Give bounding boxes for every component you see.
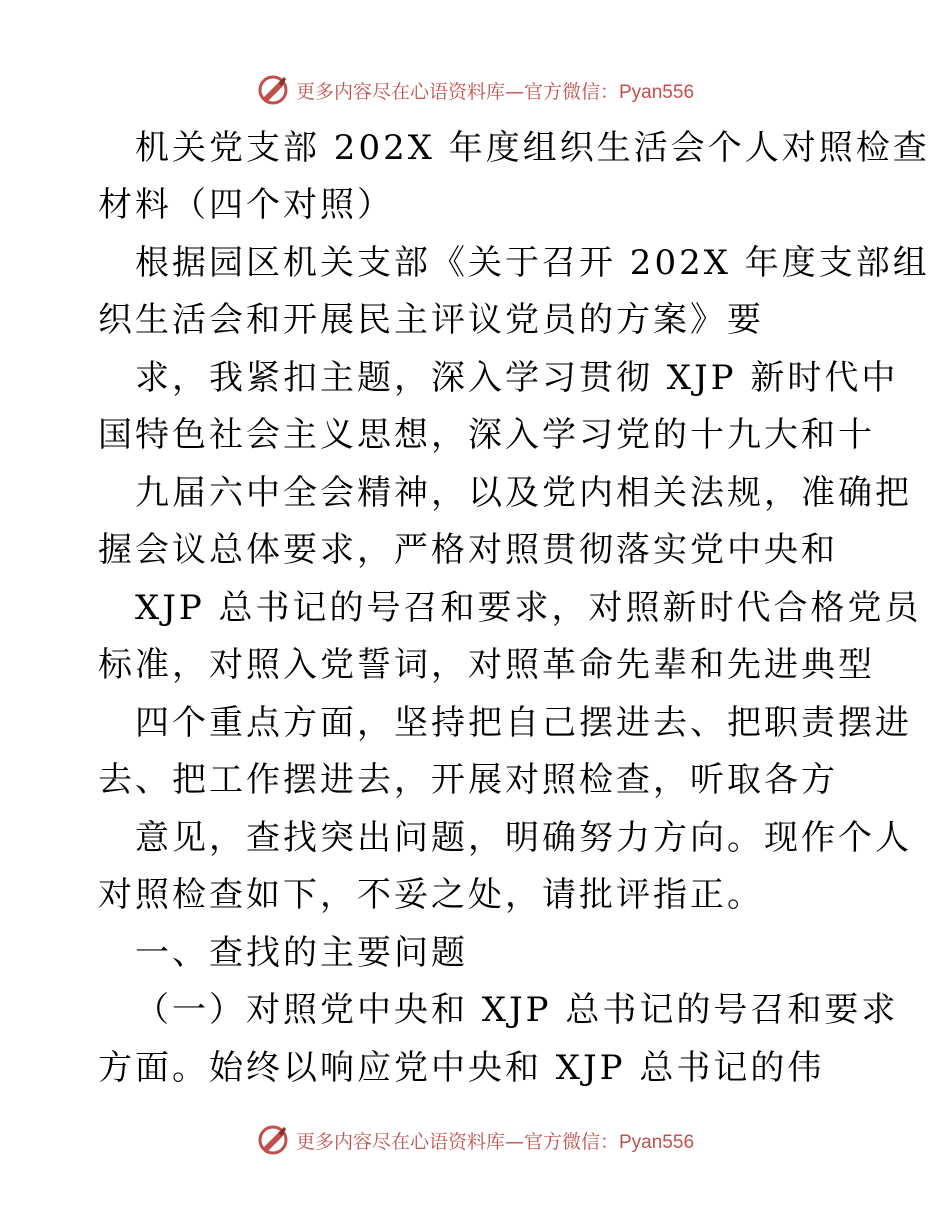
watermark-text [296, 77, 694, 104]
watermark-main: 更多内容尽在心语资料库 [295, 80, 505, 103]
doc-text-line: 去、把工作摆进去，开展对照检查，听取各方 [98, 760, 838, 800]
subsection-heading: （一）对照党中央和 XJP 总书记的号召和要求 [135, 990, 899, 1030]
doc-text-line: 求，我紧扣主题，深入学习贯彻 XJP 新时代中 [135, 358, 899, 398]
watermark-wechat-id: Pyan556 [619, 1131, 695, 1153]
doc-text-line: 意见，查找突出问题，明确努力方向。现作个人 [135, 818, 912, 858]
pen-logo-icon [256, 1123, 290, 1157]
watermark-tail: 官方微信： [523, 1130, 619, 1153]
section-heading: 一、查找的主要问题 [135, 933, 468, 973]
doc-text-line: XJP 总书记的号召和要求，对照新时代合格党员 [135, 588, 922, 628]
doc-title-line-2: 材料（四个对照） [98, 185, 394, 225]
doc-text-line: 国特色社会主义思想，深入学习党的十九大和十 [98, 415, 875, 455]
watermark-wechat-id: Pyan556 [619, 81, 695, 103]
watermark-text [296, 1127, 694, 1154]
doc-text-line: 九届六中全会精神，以及党内相关法规，准确把 [135, 473, 912, 513]
doc-text-line: 标准，对照入党誓词，对照革命先辈和先进典型 [98, 645, 875, 685]
watermark-tail: 官方微信： [523, 80, 619, 103]
doc-title-line-1: 机关党支部 202X 年度组织生活会个人对照检查 [135, 128, 930, 168]
doc-text-line: 对照检查如下，不妥之处，请批评指正。 [98, 875, 764, 915]
doc-text-line: 握会议总体要求，严格对照贯彻落实党中央和 [98, 530, 838, 570]
watermark-main: 更多内容尽在心语资料库 [295, 1130, 505, 1153]
pen-logo-icon [256, 73, 290, 107]
doc-text-line: 方面。始终以响应党中央和 XJP 总书记的伟 [98, 1048, 825, 1088]
doc-text-line: 四个重点方面，坚持把自己摆进去、把职责摆进 [135, 703, 912, 743]
header-watermark [0, 72, 950, 108]
watermark-separator: — [504, 1130, 524, 1153]
doc-text-line: 织生活会和开展民主评议党员的方案》要 [98, 300, 764, 340]
footer-watermark [0, 1122, 950, 1158]
doc-text-line: 根据园区机关支部《关于召开 202X 年度支部组 [135, 243, 930, 283]
watermark-separator: — [504, 80, 524, 103]
